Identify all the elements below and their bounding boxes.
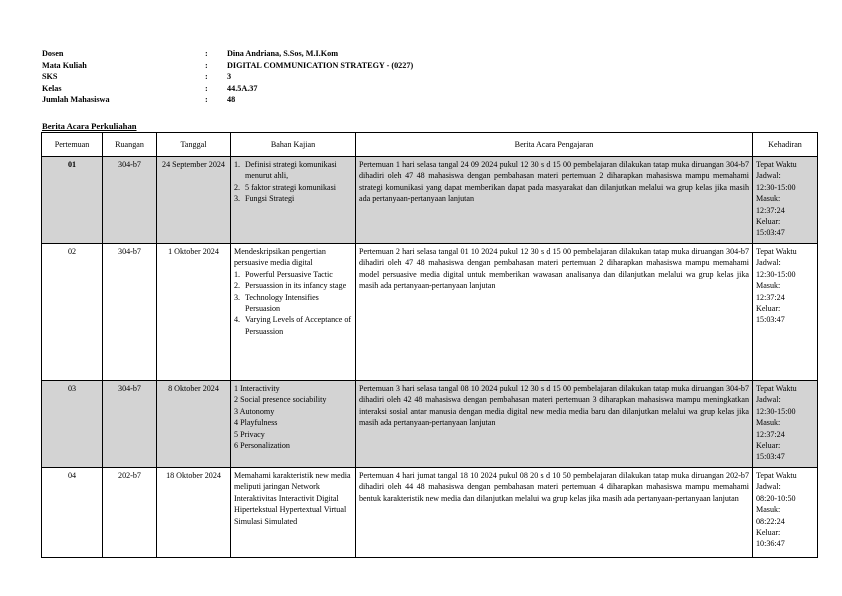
info-row-jumlah-mahasiswa — [42, 94, 413, 106]
cell-kehadiran: Tepat Waktu Jadwal: 12:30-15:00 Masuk: 12:37:24 Keluar: 15:03:47 — [753, 244, 818, 381]
list-item: 3. Technology Intensifies Persuasion — [234, 292, 319, 314]
list-item: 5 Privacy — [234, 429, 265, 439]
cell-bahan-kajian: Memahami karakteristik new media meliputi jaringan Network Interaktivitas Interactivit Digital Hipertekstual Hypertextual Virtual Simulasi Simulated — [231, 468, 356, 558]
info-value: 3 — [227, 72, 232, 81]
cell-pertemuan: 01 — [42, 157, 103, 244]
cell-kehadiran: Tepat Waktu Jadwal: 08:20-10:50 Masuk: 08:22:24 Keluar: 10:36:47 — [753, 468, 818, 558]
bahan-list — [234, 159, 352, 205]
info-row-sks — [42, 71, 413, 83]
info-label: Mata Kuliah — [42, 60, 87, 70]
list-item: 4. Varying Levels of Acceptance of Persuassion — [234, 315, 352, 336]
bahan-list — [234, 269, 352, 337]
info-label: Dosen — [42, 49, 64, 58]
section-title: Berita Acara Perkuliahan — [42, 121, 137, 131]
cell-tanggal: 24 September 2024 — [157, 157, 231, 244]
cell-pertemuan: 03 — [42, 381, 103, 468]
info-value: Dina Andriana, S.Sos, M.I.Kom — [227, 49, 339, 58]
header-pertemuan: Pertemuan — [42, 133, 103, 157]
course-info — [42, 48, 413, 106]
header-tanggal: Tanggal — [157, 133, 231, 157]
list-item: 2. 5 faktor strategi komunikasi — [234, 182, 337, 192]
list-item: 3. Fungsi Strategi — [234, 194, 295, 204]
cell-tanggal: 18 Oktober 2024 — [157, 468, 231, 558]
list-item: 2. Persuassion in its infancy stage — [234, 281, 347, 291]
info-value: 48 — [227, 95, 236, 104]
cell-kehadiran: Tepat Waktu Jadwal: 12:30-15:00 Masuk: 12:37:24 Keluar: 15:03:47 — [753, 157, 818, 244]
info-value: 44.5A.37 — [227, 83, 258, 93]
info-row-dosen — [42, 48, 413, 60]
header-bahan-kajian: Bahan Kajian — [231, 133, 356, 157]
cell-berita-acara: Pertemuan 4 hari jumat tangal 18 10 2024 pukul 08 20 s d 10 50 pembelajaran dilakukan tatap muka diruangan 202-b7 dihadiri oleh 44 48 mahasiswa dengan pembahasan materi pertemuan 4 diharapkan mahasiswa mampu memahami bentuk karakteristik new media dan dilanjutkan melalui wa grup kelas jika masih ada pertanyaan-pertanyaan lanjutan — [356, 468, 753, 558]
header-berita-acara: Berita Acara Pengajaran — [356, 133, 753, 157]
cell-ruangan: 202-b7 — [103, 468, 157, 558]
cell-ruangan: 304-b7 — [103, 244, 157, 381]
cell-ruangan: 304-b7 — [103, 381, 157, 468]
list-item: 6 Personalization — [234, 441, 290, 451]
berita-acara-table — [41, 132, 818, 558]
table-row — [42, 244, 818, 381]
table-row — [42, 381, 818, 468]
cell-bahan-kajian — [231, 381, 356, 468]
list-item: 4 Playfulness — [234, 418, 278, 428]
info-label: Jumlah Mahasiswa — [42, 95, 110, 104]
list-item: 3 Autonomy — [234, 406, 275, 416]
bahan-intro: Mendeskripsikan pengertian persuasive media digital — [234, 247, 326, 268]
cell-berita-acara: Pertemuan 3 hari selasa tangal 08 10 2024 pukul 12 30 s d 15 00 pembelajaran dilakukan tatap muka diruangan 304-b7 dihadiri oleh 42 48 mahasiswa dengan pembahasan materi pertemuan 3 diharapkan mahasiswa mampu meningkatkan interaksi sosial antar manusia dengan media digital new media media baru dan dilanjutkan melalui wa grup kelas jika masih ada pertanyaan-pertanyaan lanjutan — [356, 381, 753, 468]
cell-tanggal: 1 Oktober 2024 — [157, 244, 231, 381]
list-item: 1. Definisi strategi komunikasi menurut ahli, — [234, 160, 337, 181]
info-row-mata-kuliah — [42, 60, 413, 72]
info-colon: : — [205, 95, 208, 104]
cell-tanggal: 8 Oktober 2024 — [157, 381, 231, 468]
cell-berita-acara: Pertemuan 2 hari selasa tangal 01 10 2024 pukul 12 30 s d 15 00 pembelajaran dilakukan tatap muka diruangan 304-b7 dihadiri oleh 47 48 mahasiswa dengan pembahasan materi pertemuan 2 diharapkan mahasiswa mampu memahami model persuasive media digital untuk memberikan wawasan analisanya dan dilanjutkan melalui wa grup kelas jika masih ada pertanyaan-pertanyaan lanjutan — [356, 244, 753, 381]
info-colon: : — [205, 72, 208, 81]
info-row-kelas — [42, 83, 413, 95]
cell-ruangan: 304-b7 — [103, 157, 157, 244]
info-colon: : — [205, 60, 208, 70]
cell-bahan-kajian — [231, 157, 356, 244]
header-kehadiran: Kehadiran — [753, 133, 818, 157]
cell-berita-acara: Pertemuan 1 hari selasa tangal 24 09 2024 pukul 12 30 s d 15 00 pembelajaran dilakukan tatap muka diruangan 304-b7 dihadiri oleh 47 48 mahasiswa dengan pembahasan materi pertemuan 2 diharapkan mahasiswa mampu memahami strategi komunikasi yang dapat memberikan dapat pada masyarakat dan dilanjutkan melalui wa grup kelas jika masih ada pertanyaan-pertanyaan lanjutan — [356, 157, 753, 244]
list-item: 1. Powerful Persuasive Tactic — [234, 269, 333, 279]
cell-kehadiran: Tepat Waktu Jadwal: 12:30-15:00 Masuk: 12:37:24 Keluar: 15:03:47 — [753, 381, 818, 468]
info-colon: : — [205, 49, 208, 58]
table-header-row — [42, 133, 818, 157]
table-row — [42, 468, 818, 558]
header-ruangan: Ruangan — [103, 133, 157, 157]
info-value: DIGITAL COMMUNICATION STRATEGY - (0227) — [227, 60, 414, 70]
list-item: 1 Interactivity — [234, 384, 280, 393]
cell-pertemuan: 02 — [42, 244, 103, 381]
list-item: 2 Social presence sociability — [234, 395, 327, 405]
info-label: SKS — [42, 72, 58, 81]
info-label: Kelas — [42, 83, 62, 93]
cell-bahan-kajian — [231, 244, 356, 381]
info-colon: : — [205, 83, 208, 93]
table-row — [42, 157, 818, 244]
cell-pertemuan: 04 — [42, 468, 103, 558]
